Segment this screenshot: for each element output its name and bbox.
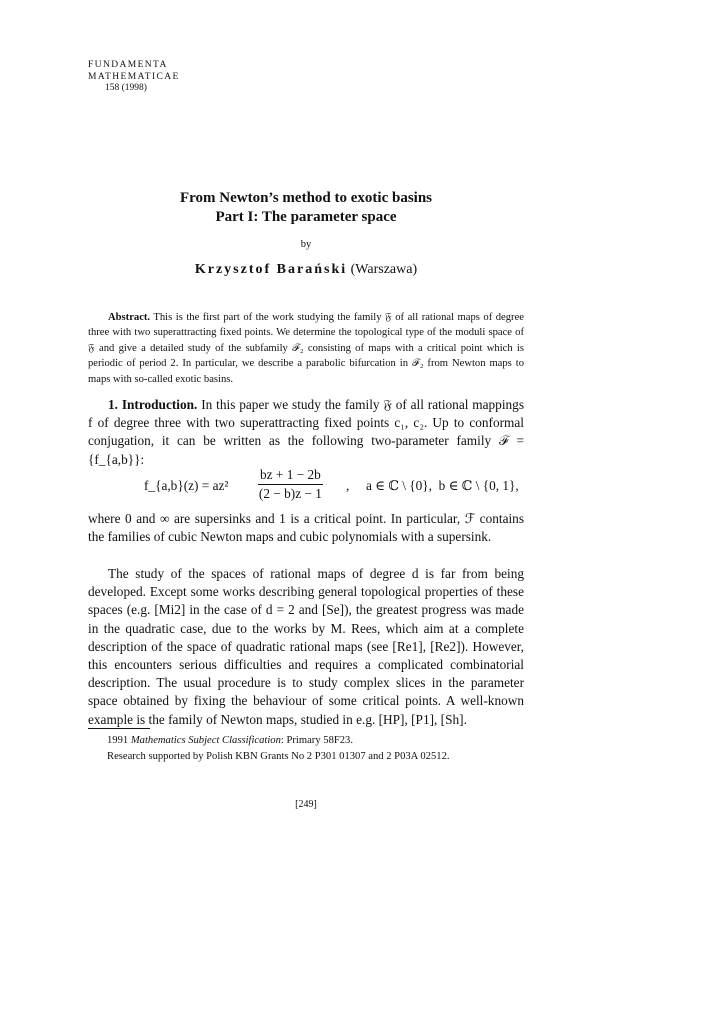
paper-title-line1: From Newton’s method to exotic basins (179, 190, 433, 206)
journal-volume: 158 (1998) (105, 83, 147, 93)
author-line (88, 262, 524, 278)
abstract-text: This is the first part of the work studying the family 𝔉 of all rational maps of degree three with two superattracting fixed points. We determine the topological type of the moduli space of 𝔉 and give a detailed study of the subfamily ℱ₂ consisting of maps with a critical point which is periodic of period 2. In particular, we describe a parabolic bifurcation in ℱ₂ from Newton maps to maps with so-called exotic basins. (88, 312, 524, 385)
section-heading: 1. Introduction. (108, 397, 198, 412)
display-equation (88, 466, 524, 508)
page-number: [249] (295, 799, 317, 810)
journal-header (88, 60, 180, 95)
abstract (88, 310, 524, 387)
author-name: Krzysztof Barański (194, 262, 348, 277)
footnote-rule (88, 728, 150, 729)
footnote-support: Research supported by Polish KBN Grants No 2 P301 01307 and 2 P03A 02512. (107, 750, 450, 762)
introduction-text-1: In this paper we study the family 𝔉 of all rational mappings f of degree three with two superattracting fixed points c₁, c₂. Up to conformal conjugation, it can be written as the following two-parameter family ℱ = {f_{a,b}}: (88, 397, 524, 467)
classification-label: Mathematics Subject Classification (130, 735, 281, 746)
footnote-classification (107, 733, 450, 749)
journal-name-line1: FUNDAMENTA (88, 60, 168, 70)
paper-title-line2: Part I: The parameter space (215, 209, 397, 225)
footnotes (107, 733, 450, 764)
equation-lhs: f_{a,b}(z) = az² (144, 478, 229, 493)
introduction-paragraph-3: The study of the spaces of rational maps of degree d is far from being developed. Except some works describing general topological properties of these spaces (e.g. [Mi2] in the case of d = 2 and [Se]), the greatest progress was made in the quadratic case, due to the works by M. Rees, which aim at a complete description of the space of quadratic rational maps (see [Re1], [Re2]). However, this encounters serious difficulties and requires a complicated combinatorial description. The usual procedure is to study complex slices in the parameter space obtained by fixing the behaviour of some critical points. A well-known example is the family of Newton maps, studied in e.g. [HP], [P1], [Sh]. (88, 566, 524, 727)
author-affiliation: (Warszawa) (350, 262, 418, 277)
equation-condition: , a ∈ ℂ \ {0}, b ∈ ℂ \ {0, 1}, (346, 478, 519, 493)
classification-year: 1991 (107, 735, 129, 746)
abstract-label: Abstract. (108, 312, 151, 323)
journal-name-line2: MATHEMATICAE (88, 71, 180, 82)
equation-numerator: bz + 1 − 2b (258, 466, 323, 485)
byline: by (300, 239, 312, 250)
introduction-paragraph-2: where 0 and ∞ are supersinks and 1 is a critical point. In particular, ℱ contains the families of cubic Newton maps and cubic polynomials with a supersink. (88, 511, 524, 545)
equation-denominator: (2 − b)z − 1 (258, 486, 322, 501)
introduction-paragraph-1 (88, 396, 524, 469)
classification-value: : Primary 58F23. (280, 735, 354, 746)
equation-fraction (258, 466, 323, 503)
